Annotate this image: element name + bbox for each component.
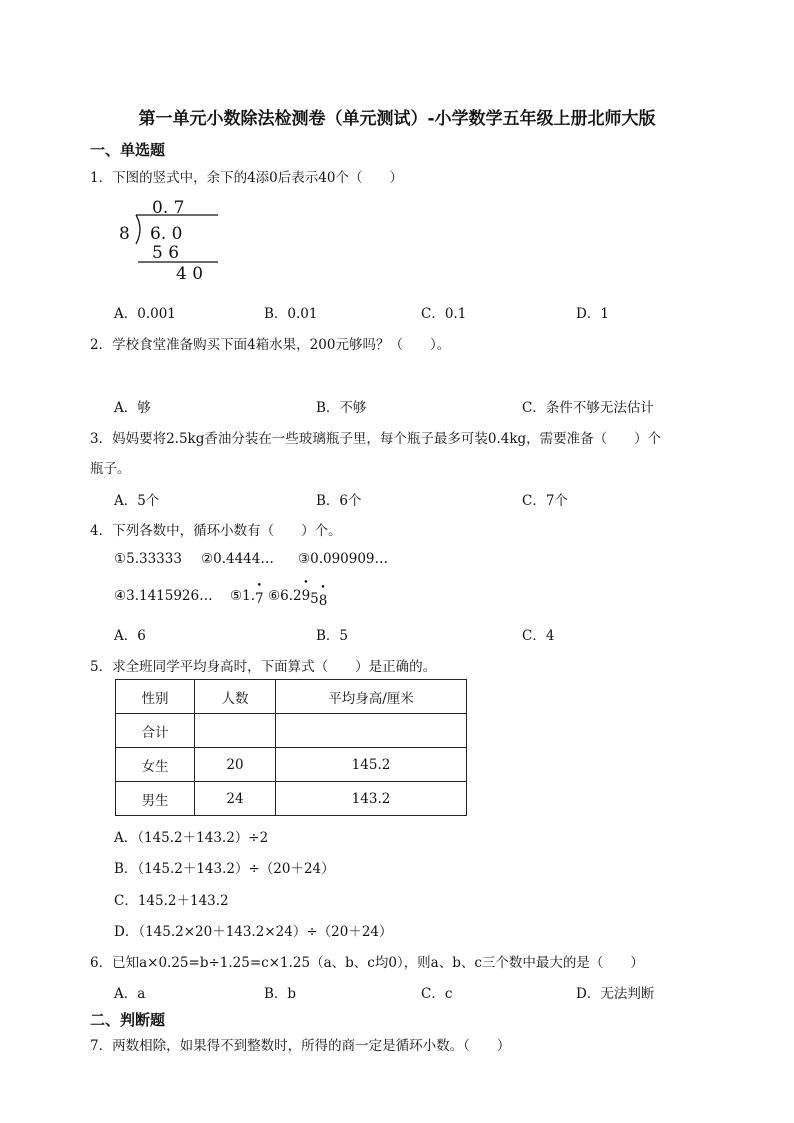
question-3-text-line1: 3．妈妈要将2.5kg香油分装在一些玻璃瓶子里，每个瓶子最多可装0.4kg，需要准备（ ）个	[90, 431, 662, 447]
q4-item-1: ①5.33333	[114, 551, 182, 567]
q4-option-a[interactable]: A．6	[114, 628, 146, 644]
table-row	[116, 748, 467, 782]
question-1-text: 1．下图的竖式中，余下的4添0后表示40个（ ）	[90, 170, 403, 186]
table-header-cell: 性别	[116, 680, 195, 714]
q5-option-b[interactable]: B．（145.2＋143.2）÷（20＋24）	[114, 861, 335, 877]
q6-option-d[interactable]: D．无法判断	[576, 986, 655, 1002]
q4-item-6-prefix: ⑥6.2	[268, 588, 302, 604]
table-cell	[195, 714, 276, 748]
section-heading-single-choice: 一、单选题	[90, 141, 166, 159]
question-4-text: 4．下列各数中，循环小数有（ ）个。	[90, 523, 342, 539]
q2-option-b[interactable]: B．不够	[316, 400, 367, 416]
table-cell: 145.2	[276, 748, 467, 782]
table-row	[116, 782, 467, 816]
table-cell: 20	[195, 748, 276, 782]
q4-item-6-digit: 5	[310, 591, 319, 607]
question-2-text: 2．学校食堂准备购买下面4箱水果，200元够吗？（ ）。	[90, 337, 451, 353]
division-dividend: 6. 0	[150, 224, 183, 244]
division-product: 5 6	[152, 243, 180, 263]
q4-option-b[interactable]: B．5	[316, 628, 349, 644]
question-5-text: 5．求全班同学平均身高时，下面算式（ ）是正确的。	[90, 659, 437, 675]
q1-option-d[interactable]: D．1	[576, 306, 609, 322]
q5-option-a[interactable]: A．（145.2＋143.2）÷2	[114, 830, 269, 846]
q4-item-5-prefix: ⑤1.	[230, 588, 255, 604]
division-divisor: 8	[119, 224, 130, 244]
division-remainder: 4 0	[176, 264, 204, 284]
table-cell: 24	[195, 782, 276, 816]
question-7-text: 7．两数相除，如果得不到整数时，所得的商一定是循环小数。（ ）	[90, 1038, 511, 1054]
q4-item-5-repeating-digit: • 7	[255, 591, 264, 607]
q4-item-6	[268, 588, 328, 609]
q3-option-c[interactable]: C．7个	[522, 493, 568, 509]
q5-option-c[interactable]: C．145.2＋143.2	[114, 893, 229, 909]
question-3-text-line2: 瓶子。	[90, 461, 131, 477]
q6-option-c[interactable]: C．c	[421, 986, 453, 1002]
q1-option-b[interactable]: B．0.01	[264, 306, 318, 322]
q1-option-c[interactable]: C．0.1	[421, 306, 467, 322]
question-6-text: 6．已知a×0.25=b÷1.25=c×1.25（a、b、c均0），则a、b、c三个数中最大的是（ ）	[90, 955, 644, 971]
table-cell: 143.2	[276, 782, 467, 816]
q4-item-4: ④3.1415926…	[114, 588, 213, 604]
q2-option-c[interactable]: C．条件不够无法估计	[522, 400, 654, 416]
q4-item-6-repeat-end: • 8	[319, 593, 328, 609]
q5-option-d[interactable]: D．（145.2×20＋143.2×24）÷（20＋24）	[114, 924, 393, 940]
q6-option-a[interactable]: A．a	[114, 986, 146, 1002]
q6-option-b[interactable]: B．b	[264, 986, 297, 1002]
q1-option-a[interactable]: A．0.001	[114, 306, 176, 322]
table-cell	[276, 714, 467, 748]
table-cell: 合计	[116, 714, 195, 748]
table-row	[116, 714, 467, 748]
height-table	[115, 679, 467, 816]
table-header-cell: 平均身高/厘米	[276, 680, 467, 714]
q2-option-a[interactable]: A．够	[114, 400, 151, 416]
q4-item-3: ③0.090909…	[298, 551, 389, 567]
q4-item-5	[230, 588, 264, 607]
q4-option-c[interactable]: C．4	[522, 628, 555, 644]
page-title: 第一单元小数除法检测卷（单元测试）-小学数学五年级上册北师大版	[138, 109, 656, 129]
division-quotient: 0. 7	[152, 198, 185, 218]
table-cell: 男生	[116, 782, 195, 816]
q3-option-b[interactable]: B．6个	[316, 493, 362, 509]
section-heading-true-false: 二、判断题	[90, 1011, 166, 1029]
table-header-row	[116, 680, 467, 714]
table-header-cell: 人数	[195, 680, 276, 714]
q4-item-2: ②0.4444…	[201, 551, 274, 567]
q4-item-6-repeat-start: • 9	[302, 588, 311, 604]
q3-option-a[interactable]: A．5个	[114, 493, 160, 509]
table-cell: 女生	[116, 748, 195, 782]
